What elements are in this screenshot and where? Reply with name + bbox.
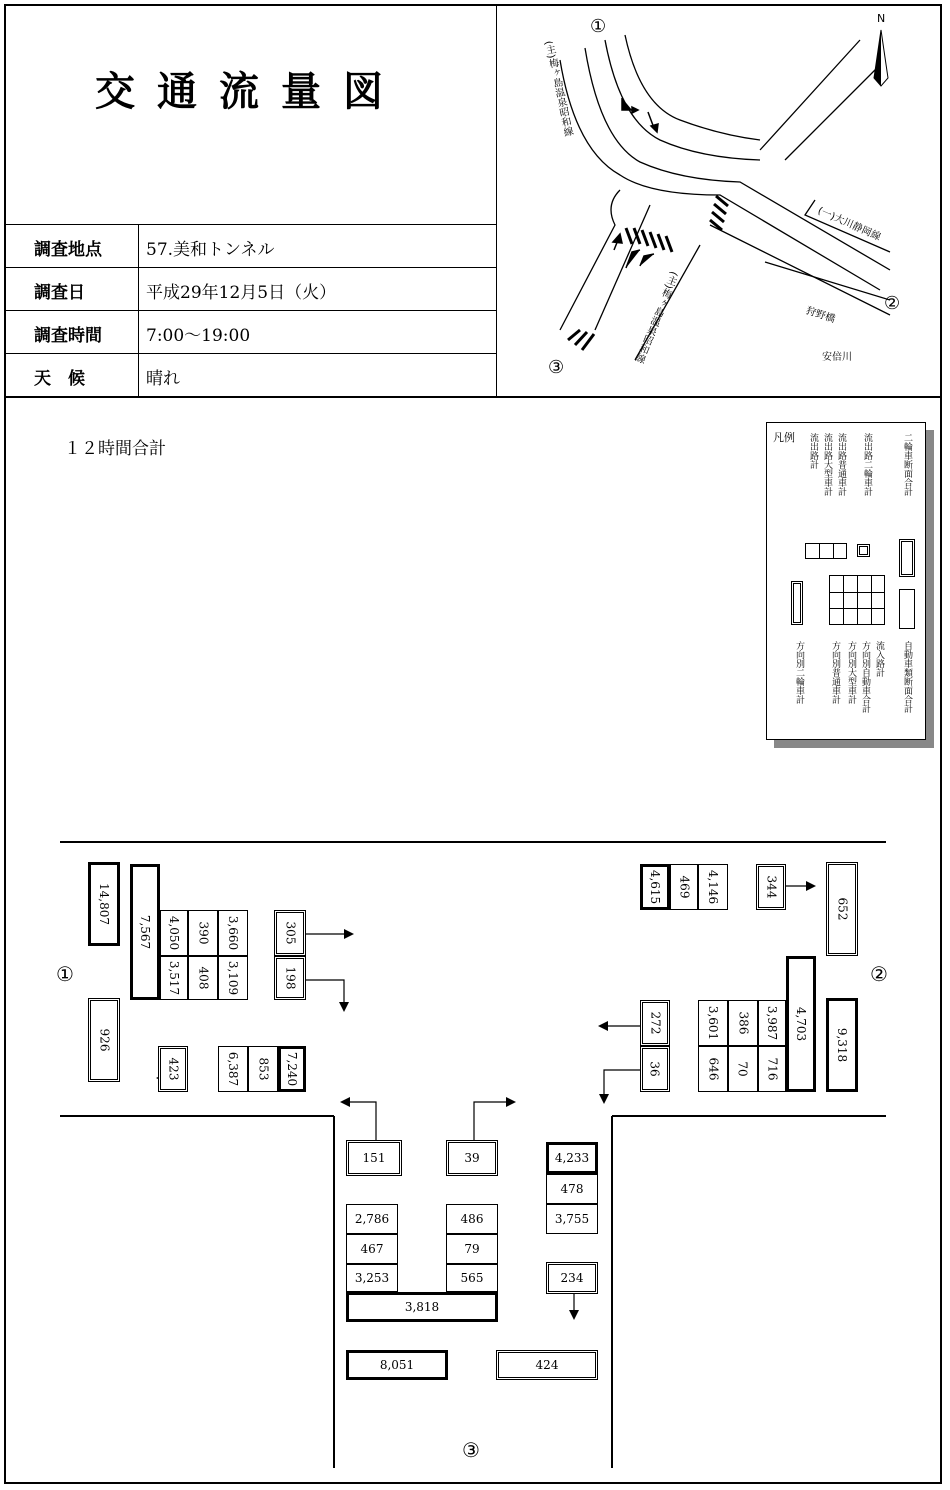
a3-moto-out: 234 xyxy=(546,1262,598,1294)
a2-cell-5: 70 xyxy=(728,1046,758,1092)
a1-cross-auto: 14,807 xyxy=(88,862,120,946)
map-point-1: ① xyxy=(590,16,607,37)
a1-cross-moto: 926 xyxy=(88,998,120,1082)
legend-top-1: 流出路大型車計 xyxy=(822,433,832,496)
map-point-3: ③ xyxy=(548,357,565,378)
legend-bottom-0: 方向別二輪車計 xyxy=(794,641,804,704)
weather-label: 天 候 xyxy=(34,369,85,389)
legend-bottom-2: 方向別大型車計 xyxy=(846,641,856,704)
legend-title: 凡例 xyxy=(773,431,795,444)
legend-top-4: 二輪車断面合計 xyxy=(902,433,912,496)
map-bridge-label: 狩野橋 xyxy=(804,305,837,326)
a3-cross-auto: 8,051 xyxy=(346,1350,448,1380)
approach-3-label: ③ xyxy=(462,1438,480,1462)
a3-out-b2: 79 xyxy=(446,1234,498,1264)
a2-cross-auto: 9,318 xyxy=(826,998,858,1092)
a1-cell-5: 408 xyxy=(188,956,218,1000)
a3-out-a3: 3,253 xyxy=(346,1264,398,1292)
a2-cell-6: 716 xyxy=(758,1046,786,1092)
a1-in-sum: 7,240 xyxy=(278,1046,306,1092)
map-road-main-label: (主)梅ヶ島温泉昭和線 xyxy=(541,39,574,138)
a1-in-total: 6,387 xyxy=(218,1046,248,1092)
legend-bottom-1: 方向別普通車計 xyxy=(830,641,840,704)
a2-cell-1: 3,601 xyxy=(698,1000,728,1046)
time-label: 調査時間 xyxy=(34,326,102,346)
a3-out-total: 3,818 xyxy=(346,1292,498,1322)
a3-in-regular: 3,755 xyxy=(546,1204,598,1234)
a3-out-b3: 565 xyxy=(446,1264,498,1292)
date-value: 平成29年12月5日（火） xyxy=(146,283,337,303)
map-north-label: N xyxy=(877,12,886,25)
a1-cell-2: 390 xyxy=(188,910,218,956)
legend-top-0: 流出路計 xyxy=(808,433,818,469)
a3-in-total: 4,233 xyxy=(546,1142,598,1174)
a1-in-regular: 853 xyxy=(248,1046,278,1092)
a1-moto-out: 423 xyxy=(158,1046,188,1092)
map-road-pref-label: (一)大川静岡線 xyxy=(815,205,883,244)
location-value: 57.美和トンネル xyxy=(146,240,275,260)
map-road-main2-label: (主)梅ヶ島温泉昭和線 xyxy=(632,269,679,365)
a2-cross-moto: 652 xyxy=(826,862,858,956)
diagram-subtitle: １２時間合計 xyxy=(64,439,166,459)
a2-cell-4: 646 xyxy=(698,1046,728,1092)
a3-dir-moto-right: 39 xyxy=(446,1140,498,1176)
a3-out-b1: 486 xyxy=(446,1204,498,1234)
a2-dir-moto-b: 36 xyxy=(640,1046,670,1092)
a1-cell-3: 3,660 xyxy=(218,910,248,956)
time-value: 7:00～19:00 xyxy=(146,326,251,346)
a2-in-regular: 4,146 xyxy=(698,864,728,910)
a1-out-total: 7,567 xyxy=(130,864,160,1000)
a3-out-a2: 467 xyxy=(346,1234,398,1264)
approach-1-label: ① xyxy=(56,962,74,986)
a2-dir-moto-a: 272 xyxy=(640,1000,670,1046)
legend-bottom-3: 方向別自動車合計 xyxy=(860,641,870,713)
a3-in-large: 478 xyxy=(546,1174,598,1204)
location-label: 調査地点 xyxy=(34,240,102,260)
legend-top-2: 流出路普通車計 xyxy=(836,433,846,496)
page-title: 交通流量図 xyxy=(95,68,405,115)
approach-2-label: ② xyxy=(870,962,888,986)
a3-out-a1: 2,786 xyxy=(346,1204,398,1234)
map-river-label: 安倍川 xyxy=(822,352,852,363)
weather-value: 晴れ xyxy=(146,369,180,389)
legend-bottom-5: 自動車類断面合計 xyxy=(902,641,912,713)
legend-bottom-4: 流入路計 xyxy=(874,641,884,677)
a1-dir-moto-b: 198 xyxy=(274,956,306,1000)
a1-dir-moto-a: 305 xyxy=(274,910,306,956)
a1-cell-1: 4,050 xyxy=(160,910,188,956)
a2-moto-out: 344 xyxy=(756,864,786,910)
a2-out-total: 4,703 xyxy=(786,956,816,1092)
a1-cell-6: 3,109 xyxy=(218,956,248,1000)
a2-in-total: 4,615 xyxy=(640,864,670,910)
a3-cross-moto: 424 xyxy=(496,1350,598,1380)
map-point-2: ② xyxy=(884,293,901,314)
a3-dir-moto-left: 151 xyxy=(346,1140,402,1176)
a2-in-large: 469 xyxy=(670,864,698,910)
a1-cell-4: 3,517 xyxy=(160,956,188,1000)
a2-cell-2: 386 xyxy=(728,1000,758,1046)
legend-top-3: 流出路二輪車計 xyxy=(862,433,872,496)
a2-cell-3: 3,987 xyxy=(758,1000,786,1046)
date-label: 調査日 xyxy=(34,283,85,303)
